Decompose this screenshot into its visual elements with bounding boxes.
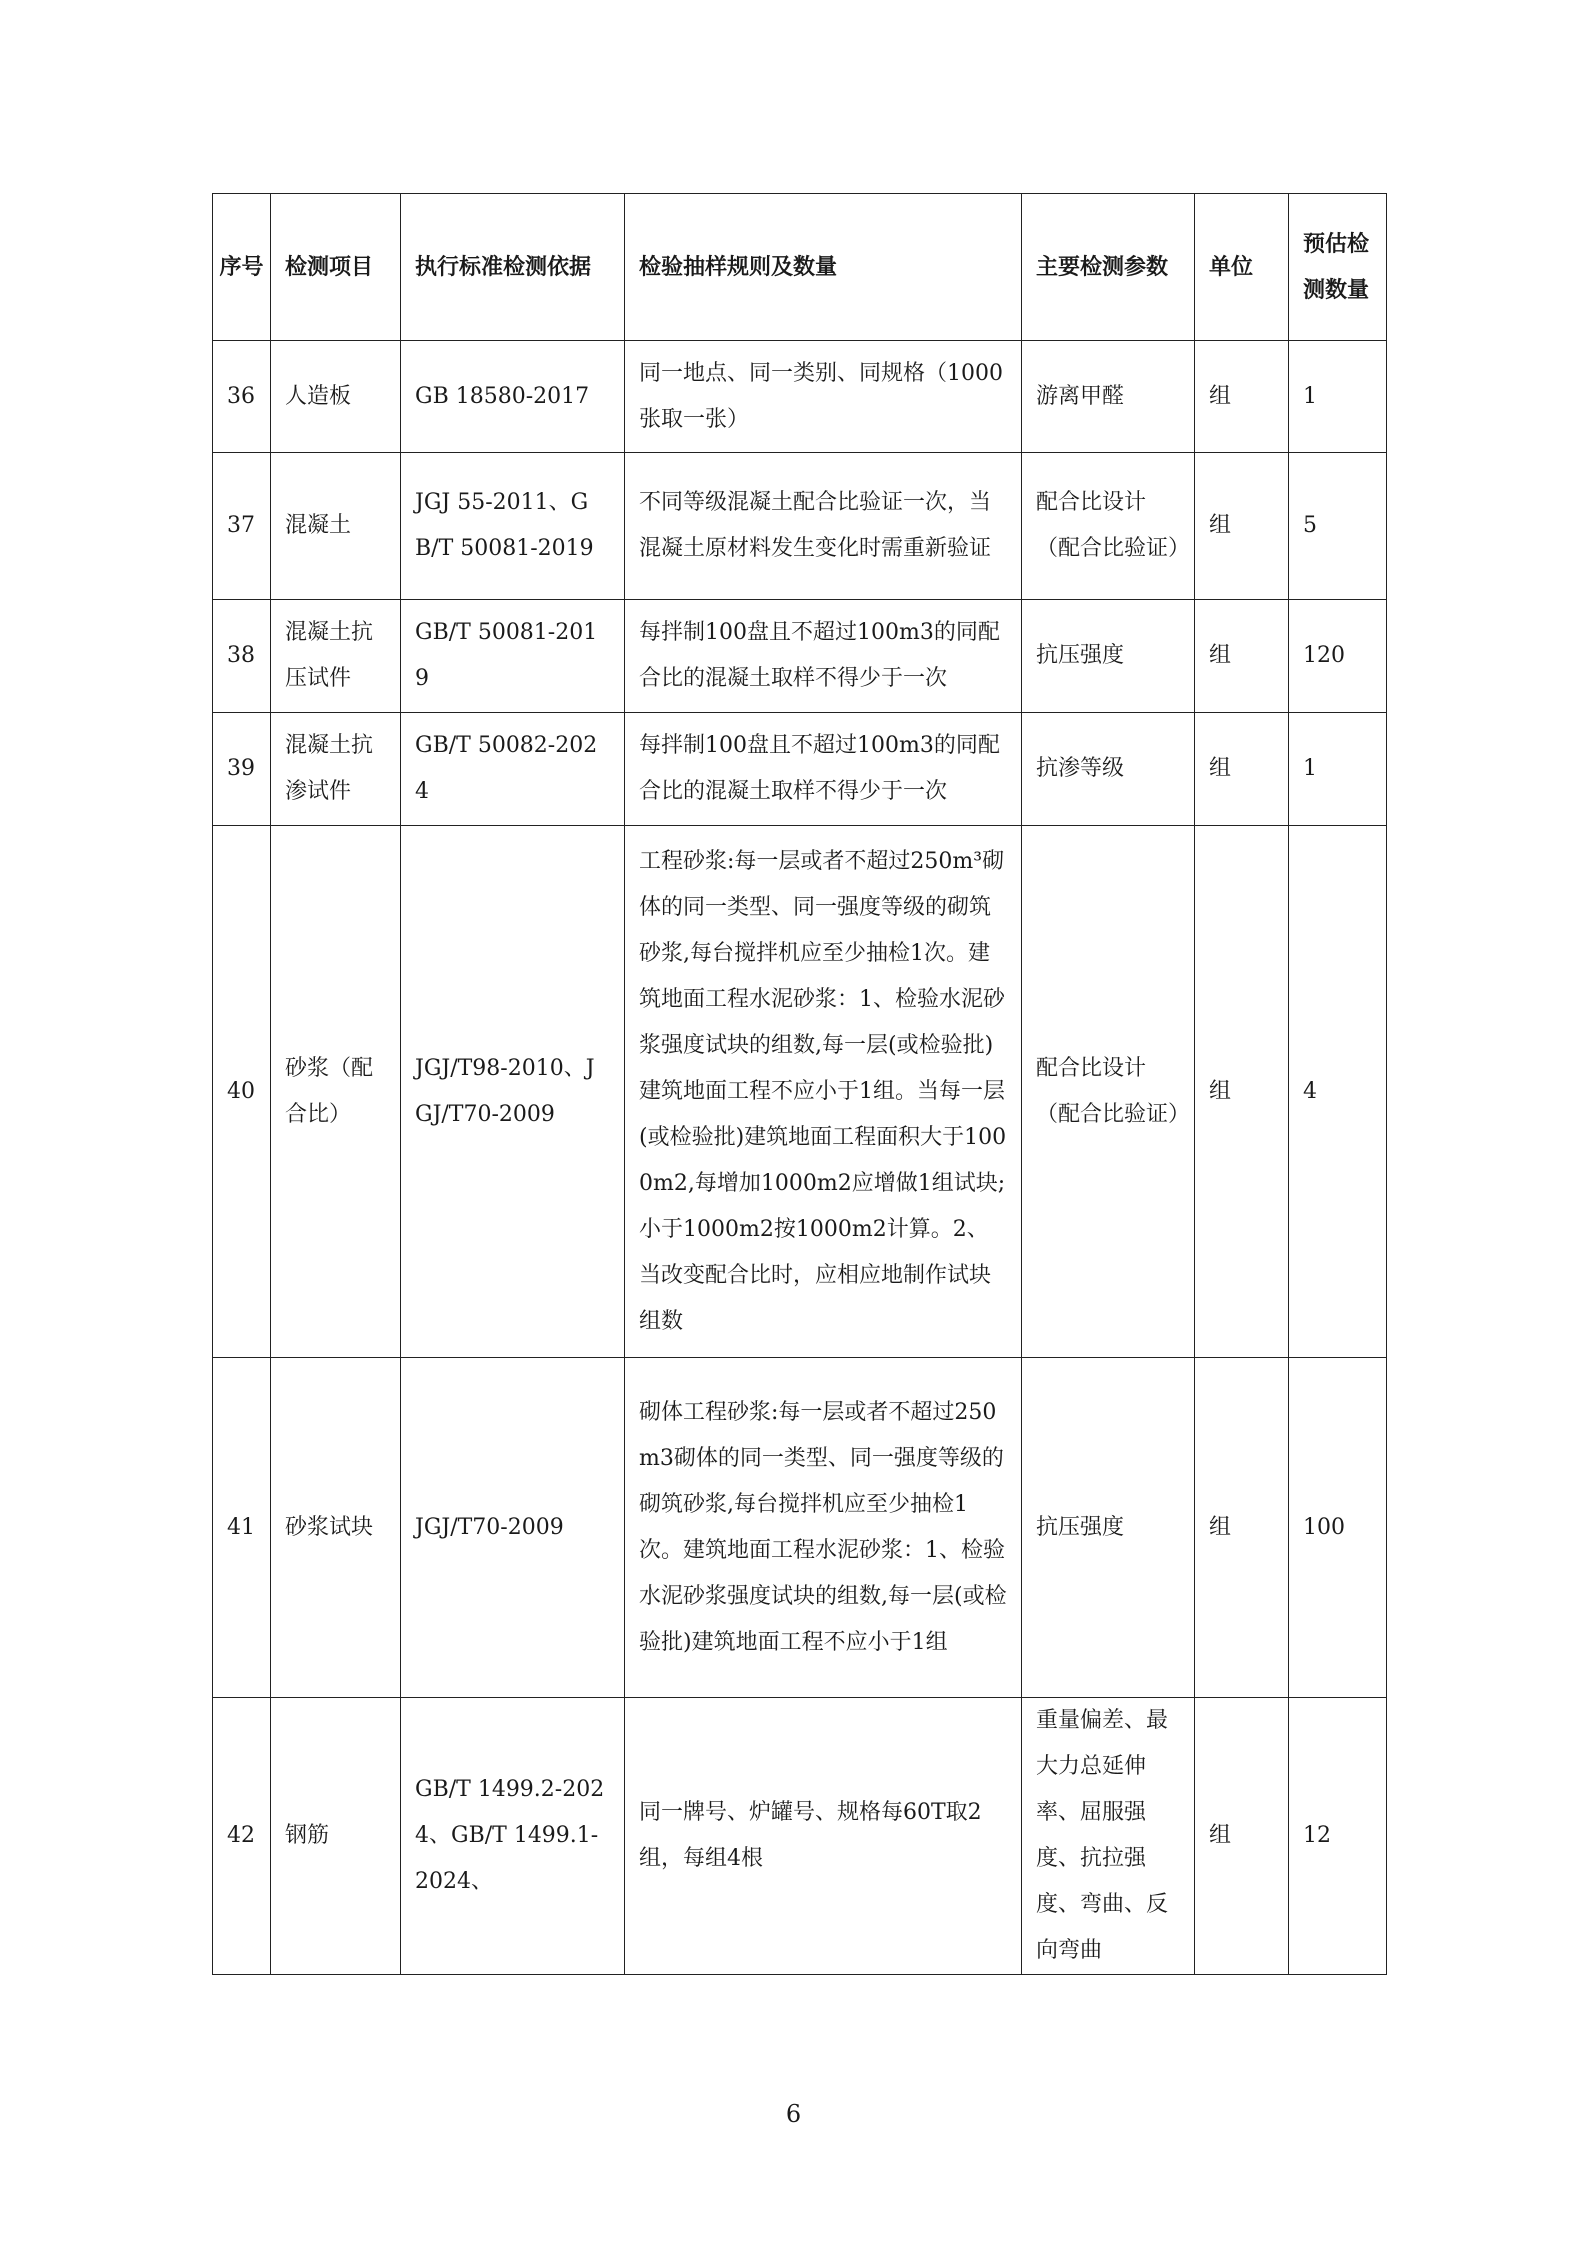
cell-seq: 42 [213, 1698, 271, 1975]
cell-params: 重量偏差、最大力总延伸率、屈服强度、抗拉强度、弯曲、反向弯曲 [1022, 1698, 1195, 1975]
cell-item: 混凝土抗渗试件 [271, 713, 401, 826]
table-row [213, 341, 1387, 453]
header-seq: 序号 [213, 194, 271, 341]
cell-item: 砂浆试块 [271, 1358, 401, 1698]
cell-seq: 40 [213, 826, 271, 1358]
header-qty: 预估检测数量 [1289, 194, 1387, 341]
cell-unit: 组 [1195, 600, 1289, 713]
cell-params: 配合比设计（配合比验证） [1022, 453, 1195, 600]
cell-qty: 120 [1289, 600, 1387, 713]
cell-standard: GB/T 1499.2-2024、GB/T 1499.1-2024、 [401, 1698, 625, 1975]
cell-standard: JGJ/T98-2010、JGJ/T70-2009 [401, 826, 625, 1358]
cell-params: 抗压强度 [1022, 1358, 1195, 1698]
header-item: 检测项目 [271, 194, 401, 341]
cell-seq: 36 [213, 341, 271, 453]
cell-params: 抗压强度 [1022, 600, 1195, 713]
cell-unit: 组 [1195, 1698, 1289, 1975]
cell-item: 钢筋 [271, 1698, 401, 1975]
cell-standard: GB/T 50081-2019 [401, 600, 625, 713]
cell-unit: 组 [1195, 1358, 1289, 1698]
cell-unit: 组 [1195, 826, 1289, 1358]
header-params: 主要检测参数 [1022, 194, 1195, 341]
cell-seq: 38 [213, 600, 271, 713]
cell-item: 人造板 [271, 341, 401, 453]
cell-unit: 组 [1195, 713, 1289, 826]
cell-qty: 12 [1289, 1698, 1387, 1975]
cell-sampling: 砌体工程砂浆:每一层或者不超过250m3砌体的同一类型、同一强度等级的砌筑砂浆,每台搅拌机应至少抽检1次。建筑地面工程水泥砂浆：1、检验水泥砂浆强度试块的组数,每一层(或检验批)建筑地面工程不应小于1组 [625, 1358, 1022, 1698]
cell-sampling: 每拌制100盘且不超过100m3的同配合比的混凝土取样不得少于一次 [625, 713, 1022, 826]
table-row [213, 600, 1387, 713]
cell-params: 游离甲醛 [1022, 341, 1195, 453]
cell-item: 混凝土抗压试件 [271, 600, 401, 713]
table-row [213, 713, 1387, 826]
cell-standard: GB 18580-2017 [401, 341, 625, 453]
table-row [213, 1358, 1387, 1698]
header-sampling: 检验抽样规则及数量 [625, 194, 1022, 341]
cell-qty: 1 [1289, 713, 1387, 826]
page-number: 6 [785, 2100, 802, 2128]
table-row [213, 826, 1387, 1358]
cell-standard: JGJ 55-2011、GB/T 50081-2019 [401, 453, 625, 600]
cell-sampling: 工程砂浆:每一层或者不超过250m³砌体的同一类型、同一强度等级的砌筑砂浆,每台搅拌机应至少抽检1次。建筑地面工程水泥砂浆：1、检验水泥砂浆强度试块的组数,每一层(或检验批)建筑地面工程不应小于1组。当每一层(或检验批)建筑地面工程面积大于1000m2,每增加1000m2应增做1组试块;小于1000m2按1000m2计算。2、当改变配合比时，应相应地制作试块组数 [625, 826, 1022, 1358]
table-header-row [213, 194, 1387, 341]
cell-params: 配合比设计（配合比验证） [1022, 826, 1195, 1358]
cell-unit: 组 [1195, 453, 1289, 600]
cell-seq: 39 [213, 713, 271, 826]
cell-qty: 100 [1289, 1358, 1387, 1698]
inspection-table [212, 193, 1387, 1975]
cell-seq: 37 [213, 453, 271, 600]
cell-sampling: 每拌制100盘且不超过100m3的同配合比的混凝土取样不得少于一次 [625, 600, 1022, 713]
cell-standard: JGJ/T70-2009 [401, 1358, 625, 1698]
cell-item: 砂浆（配合比） [271, 826, 401, 1358]
header-unit: 单位 [1195, 194, 1289, 341]
cell-sampling: 同一地点、同一类别、同规格（1000张取一张） [625, 341, 1022, 453]
cell-standard: GB/T 50082-2024 [401, 713, 625, 826]
cell-sampling: 不同等级混凝土配合比验证一次，当混凝土原材料发生变化时需重新验证 [625, 453, 1022, 600]
header-standard: 执行标准检测依据 [401, 194, 625, 341]
cell-qty: 4 [1289, 826, 1387, 1358]
cell-item: 混凝土 [271, 453, 401, 600]
cell-sampling: 同一牌号、炉罐号、规格每60T取2组，每组4根 [625, 1698, 1022, 1975]
cell-unit: 组 [1195, 341, 1289, 453]
cell-qty: 5 [1289, 453, 1387, 600]
table-row [213, 1698, 1387, 1975]
table-row [213, 453, 1387, 600]
cell-params: 抗渗等级 [1022, 713, 1195, 826]
cell-qty: 1 [1289, 341, 1387, 453]
cell-seq: 41 [213, 1358, 271, 1698]
